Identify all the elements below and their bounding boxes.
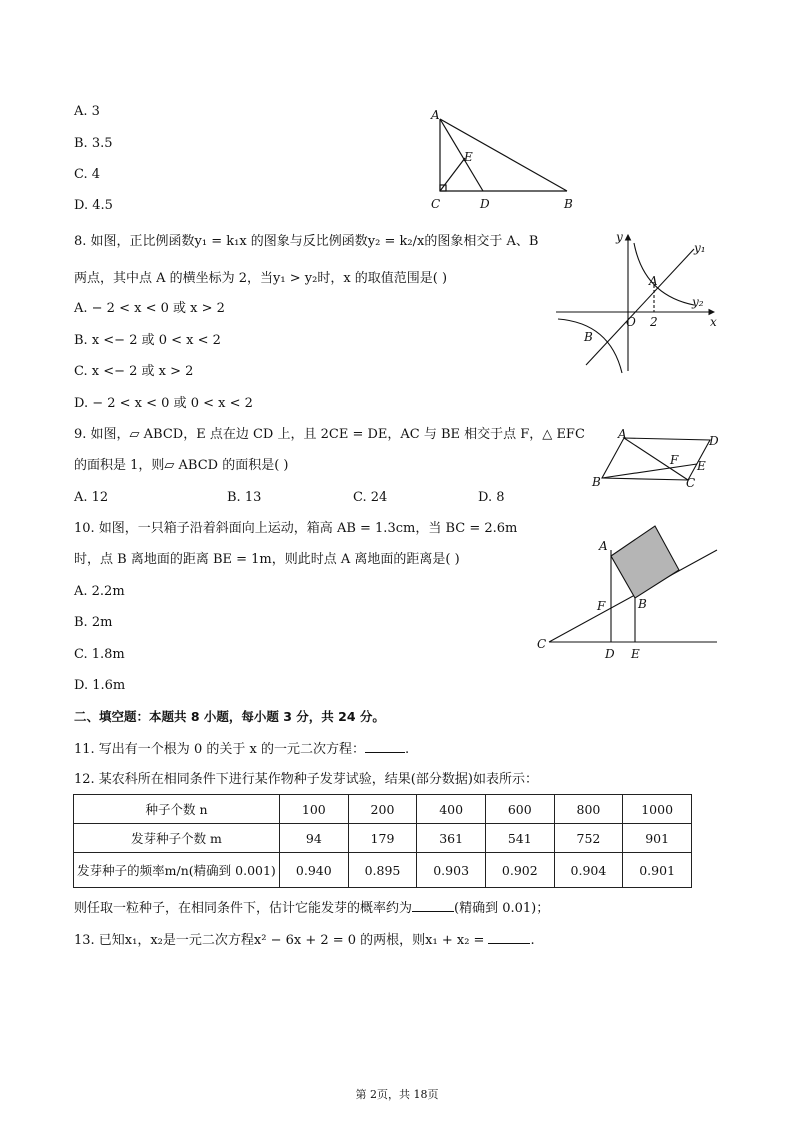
q10-slope-box-figure	[535, 520, 725, 662]
table-row	[74, 795, 692, 824]
q12-data-table	[73, 794, 692, 888]
q10-stem-line1: 10. 如图，一只箱子沿着斜面向上运动，箱高 AB = 1.3cm，当 BC = 2.6m	[74, 521, 518, 536]
q7-option-a: A. 3	[74, 104, 100, 119]
table-cell: 0.902	[485, 853, 554, 888]
q13-text: 13. 已知x₁，x₂是一元二次方程x² − 6x + 2 = 0 的两根，则x₁ + x₂ =	[74, 933, 485, 948]
table-row	[74, 853, 692, 888]
table-cell: 0.895	[348, 853, 417, 888]
q7-option-d: D. 4.5	[74, 198, 113, 213]
table-row	[74, 824, 692, 853]
q10-label-d: D	[605, 647, 615, 661]
q10-label-b: B	[638, 597, 647, 611]
q10-label-e: E	[631, 647, 640, 661]
q9-label-d: D	[709, 434, 719, 448]
q8-label-y1: y₁	[694, 241, 706, 255]
q10-option-a: A. 2.2m	[74, 584, 125, 599]
q7-triangle-figure	[425, 105, 585, 215]
table-cell: 0.903	[417, 853, 486, 888]
q10-option-d: D. 1.6m	[74, 678, 126, 693]
q8-label-o: O	[626, 315, 636, 329]
q8-option-a: A. − 2 < x < 0 或 x > 2	[74, 301, 225, 316]
table-cell: 901	[623, 824, 692, 853]
q8-option-c: C. x <− 2 或 x > 2	[74, 364, 194, 379]
q10-label-f: F	[597, 599, 606, 613]
q9-stem-line1: 9. 如图，▱ ABCD，E 点在边 CD 上，且 2CE = DE，AC 与 BE 相交于点 F，△ EFC	[74, 427, 585, 442]
table-cell: 800	[554, 795, 623, 824]
q8-stem-line2: 两点，其中点 A 的横坐标为 2，当y₁ > y₂时，x 的取值范围是( )	[74, 271, 448, 286]
q13-answer-blank	[488, 931, 530, 944]
q9-option-c: C. 24	[353, 490, 388, 505]
q7-option-c: C. 4	[74, 167, 101, 182]
q12-question	[74, 899, 549, 918]
q9-label-b: B	[592, 475, 601, 489]
q9-label-e: E	[697, 459, 706, 473]
q7-label-c: C	[431, 197, 441, 211]
q10-stem-line2: 时，点 B 离地面的距离 BE = 1m，则此时点 A 离地面的距离是( )	[74, 552, 460, 567]
q8-label-b: B	[584, 330, 593, 344]
q8-label-x: x	[710, 315, 717, 329]
q12-answer-blank	[412, 899, 454, 912]
table-cell: 400	[417, 795, 486, 824]
q7-option-b: B. 3.5	[74, 136, 113, 151]
q8-function-graph	[552, 225, 728, 375]
table-cell: 541	[485, 824, 554, 853]
q7-label-e: E	[464, 150, 473, 164]
table-header-cell: 发芽种子个数 m	[74, 824, 280, 853]
table-cell: 1000	[623, 795, 692, 824]
q11-text: 11. 写出有一个根为 0 的关于 x 的一元二次方程：	[74, 742, 365, 757]
q13-end: .	[530, 933, 535, 948]
section2-heading: 二、填空题：本题共 8 小题，每小题 3 分，共 24 分。	[74, 709, 385, 724]
q8-label-y2: y₂	[692, 295, 704, 309]
q9-label-c: C	[686, 476, 696, 490]
q8-option-b: B. x <− 2 或 0 < x < 2	[74, 333, 221, 348]
table-header-cell: 种子个数 n	[74, 795, 280, 824]
q11-end: .	[404, 742, 410, 757]
table-cell: 179	[348, 824, 417, 853]
q8-stem-line1: 8. 如图，正比例函数y₁ = k₁x 的图象与反比例函数y₂ = k₂/x的图象相交于 A、B	[74, 234, 539, 249]
q7-label-d: D	[480, 197, 490, 211]
q9-option-b: B. 13	[227, 490, 262, 505]
table-cell: 361	[417, 824, 486, 853]
table-cell: 94	[280, 824, 349, 853]
table-cell: 0.904	[554, 853, 623, 888]
q12-after-note: (精确到 0.01)；	[454, 901, 550, 916]
q10-label-c: C	[537, 637, 547, 651]
q7-label-b: B	[564, 197, 573, 211]
q8-label-a: A	[649, 274, 658, 288]
table-cell: 0.901	[623, 853, 692, 888]
q10-option-b: B. 2m	[74, 615, 113, 630]
q11-stem	[74, 740, 409, 759]
q9-parallelogram-figure	[588, 426, 728, 492]
table-cell: 100	[280, 795, 349, 824]
q12-intro: 12. 某农科所在相同条件下进行某作物种子发芽试验，结果(部分数据)如表所示：	[74, 772, 538, 787]
q10-label-a: A	[599, 539, 608, 553]
table-header-cell: 发芽种子的频率m/n(精确到 0.001)	[74, 853, 280, 888]
q13-stem	[74, 931, 535, 950]
q8-option-d: D. − 2 < x < 0 或 0 < x < 2	[74, 396, 253, 411]
q9-option-a: A. 12	[74, 490, 109, 505]
q8-label-2: 2	[650, 315, 658, 329]
q9-stem-line2: 的面积是 1，则▱ ABCD 的面积是( )	[74, 458, 289, 473]
q11-answer-blank	[365, 740, 405, 753]
table-cell: 0.940	[280, 853, 349, 888]
table-cell: 752	[554, 824, 623, 853]
q8-label-y: y	[616, 230, 623, 244]
page-footer: 第 2页，共 18页	[355, 1088, 439, 1101]
q9-label-f: F	[670, 453, 679, 467]
table-cell: 600	[485, 795, 554, 824]
table-cell: 200	[348, 795, 417, 824]
q7-label-a: A	[431, 108, 440, 122]
q9-option-d: D. 8	[478, 490, 505, 505]
q12-after-text: 则任取一粒种子，在相同条件下，估计它能发芽的概率约为	[74, 901, 413, 916]
q10-option-c: C. 1.8m	[74, 647, 125, 662]
q9-label-a: A	[618, 427, 627, 441]
